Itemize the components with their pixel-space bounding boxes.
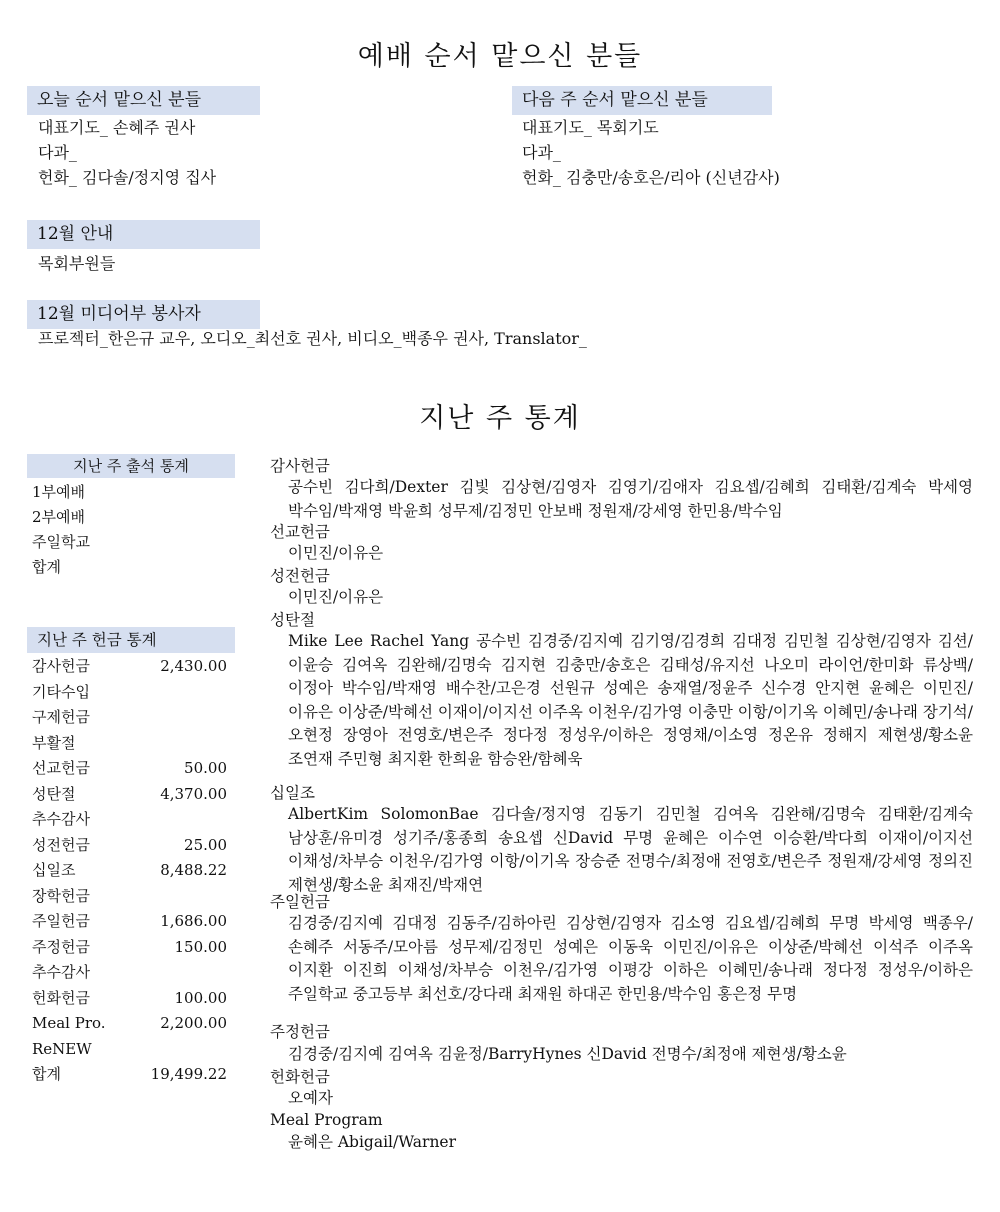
media-volunteers-text: 프로젝터_한은규 교우, 오디오_최선호 권사, 비디오_백종우 권사, Translator_	[38, 329, 587, 348]
attendance-label: 주일학교	[32, 533, 90, 551]
next-line-refreshment: 다과_	[522, 143, 561, 162]
donor-names-flowers: 오예자	[288, 1089, 333, 1107]
offering-label: Meal Pro.	[32, 1014, 106, 1032]
offering-amount: 2,200.00	[160, 1014, 227, 1032]
offering-header: 지난 주 헌금 통계	[27, 627, 235, 653]
offering-label: 헌화헌금	[32, 988, 90, 1007]
december-notice-header: 12월 안내	[27, 220, 260, 249]
today-line-prayer: 대표기도_ 손혜주 권사	[38, 118, 196, 137]
media-volunteers-header: 12월 미디어부 봉사자	[27, 300, 260, 329]
offering-amount: 4,370.00	[160, 784, 227, 803]
attendance-header: 지난 주 출석 통계	[27, 454, 235, 478]
donor-category-pledge: 주정헌금	[270, 1023, 330, 1041]
donor-names-tithe: AlbertKim SolomonBae 김다솔/정지영 김동기 김민철 김여옥 김완해/김명숙 김태환/김계숙 남상훈/유미경 성기주/홍종희 송요셉 신David 무명 윤혜은 이수연 이승환/박다희 이재이/이지선 이채성/차부승 이천우/김가영 이항/이기옥 장승준 전명수/최정애 전영호/변은주 정원재/강세영 정의진 제현생/황소윤 최재진/박재연	[288, 805, 973, 894]
offering-row	[32, 756, 227, 781]
donor-names-thanksgiving: 공수빈 김다희/Dexter 김빛 김상현/김영자 김영기/김애자 김요셉/김혜희 김태환/김계숙 박세영 박수임/박재영 박윤희 성무제/김정민 안보배 정원재/강세영 한민용/박수임	[288, 478, 973, 520]
next-header: 다음 주 순서 맡으신 분들	[512, 86, 772, 115]
offering-row	[32, 1011, 227, 1036]
offering-label: 선교헌금	[32, 759, 90, 777]
december-notice-text: 목회부원들	[38, 254, 116, 273]
offering-amount: 25.00	[184, 835, 227, 854]
offering-label: 주일헌금	[32, 912, 90, 930]
offering-row	[32, 807, 227, 832]
attendance-row	[32, 555, 227, 580]
offering-row	[32, 731, 227, 756]
donor-names-pledge: 김경중/김지예 김여옥 김윤정/BarryHynes 신David 전명수/최정애 제현생/황소윤	[288, 1045, 847, 1063]
stats-title: 지난 주 통계	[419, 403, 581, 434]
donor-category-missions: 선교헌금	[270, 523, 330, 541]
attendance-label: 1부예배	[32, 483, 86, 501]
attendance-row	[32, 530, 227, 555]
attendance-label: 2부예배	[32, 508, 86, 526]
offering-label: 십일조	[32, 861, 76, 879]
donor-category-flowers: 헌화헌금	[270, 1068, 330, 1086]
donor-category-meal-program: Meal Program	[270, 1111, 383, 1129]
offering-label: 성탄절	[32, 784, 76, 803]
offering-label: 주정헌금	[32, 937, 90, 956]
offering-label: 구제헌금	[32, 708, 90, 726]
offering-label: 기타수입	[32, 682, 90, 701]
donor-category-tithe: 십일조	[270, 784, 315, 802]
offering-row	[32, 858, 227, 883]
attendance-label: 합계	[32, 558, 61, 576]
today-header: 오늘 순서 맡으신 분들	[27, 86, 260, 115]
next-line-prayer: 대표기도_ 목회기도	[522, 118, 659, 137]
donor-names-building: 이민진/이유은	[288, 588, 384, 606]
offering-label: 장학헌금	[32, 886, 90, 905]
offering-amount: 50.00	[184, 759, 227, 777]
offering-amount: 2,430.00	[160, 657, 227, 675]
donor-names-missions: 이민진/이유은	[288, 544, 384, 562]
offering-label: 합계	[32, 1065, 61, 1083]
donor-category-thanksgiving: 감사헌금	[270, 457, 330, 475]
donor-names-meal-program: 윤혜은 Abigail/Warner	[288, 1133, 457, 1151]
offering-row	[32, 884, 227, 909]
offering-amount: 100.00	[174, 988, 227, 1007]
donor-names-christmas: Mike Lee Rachel Yang 공수빈 김경중/김지예 김기영/김경희 김대정 김민철 김상현/김영자 김션/이윤승 김여옥 김완해/김명숙 김지현 김충만/송호은 김태성/유지선 나오미 라이언/한미화 류상백/이정아 박수임/박재영 배수찬/고은경 선원규 성예은 송재열/정윤주 신수경 안지현 윤혜은 이민진/이유은 이상준/박혜선 이재이/이지선 이주옥 이천우/김가영 이충만 이항/이기옥 이혜민/송나래 장기석/오현정 장영아 전영호/변은주 정다정 정성우/이하은 정영채/이소영 정온유 정해지 제현생/황소윤 조연재 주민형 최지환 한희윤 함승완/함혜욱	[288, 632, 973, 768]
offering-row	[32, 986, 227, 1011]
donor-category-christmas: 성탄절	[270, 611, 315, 629]
donor-category-sunday: 주일헌금	[270, 893, 330, 911]
attendance-row	[32, 480, 227, 505]
offering-label: 성전헌금	[32, 835, 90, 854]
page-title: 예배 순서 맡으신 분들	[357, 41, 643, 72]
offering-row	[32, 782, 227, 807]
offering-row	[32, 833, 227, 858]
offering-label: ReNEW	[32, 1039, 92, 1058]
offering-row	[32, 935, 227, 960]
offering-total-row	[32, 1062, 227, 1087]
offering-label: 부활절	[32, 733, 76, 752]
donor-category-building: 성전헌금	[270, 567, 330, 585]
offering-label: 추수감사	[32, 810, 90, 828]
offering-row	[32, 654, 227, 679]
today-line-flowers: 헌화_ 김다솔/정지영 집사	[38, 168, 217, 187]
offering-label: 감사헌금	[32, 657, 90, 675]
offering-amount: 1,686.00	[160, 912, 227, 930]
today-line-refreshment: 다과_	[38, 143, 77, 162]
next-line-flowers: 헌화_ 김충만/송호은/리아 (신년감사)	[522, 168, 780, 187]
offering-amount: 19,499.22	[150, 1065, 227, 1083]
offering-row	[32, 680, 227, 705]
offering-row	[32, 705, 227, 730]
donor-names-sunday: 김경중/김지예 김대정 김동주/김하아린 김상현/김영자 김소영 김요셉/김혜희 무명 박세영 백종우/손혜주 서동주/모아름 성무제/김정민 성예은 이동욱 이민진/이유은 이상준/박혜선 이석주 이주옥 이지환 이진희 이채성/차부승 이천우/김가영 이평강 이하은 이혜민/송나래 정다정 정성우/이하은 주일학교 중고등부 최선호/강다래 최재원 하대곤 한민용/박수임 홍은정 무명	[288, 914, 973, 1003]
offering-amount: 150.00	[174, 937, 227, 956]
offering-row	[32, 1037, 227, 1062]
offering-row	[32, 960, 227, 985]
offering-label: 추수감사	[32, 963, 90, 981]
offering-amount: 8,488.22	[160, 861, 227, 879]
offering-row	[32, 909, 227, 934]
attendance-row	[32, 505, 227, 530]
